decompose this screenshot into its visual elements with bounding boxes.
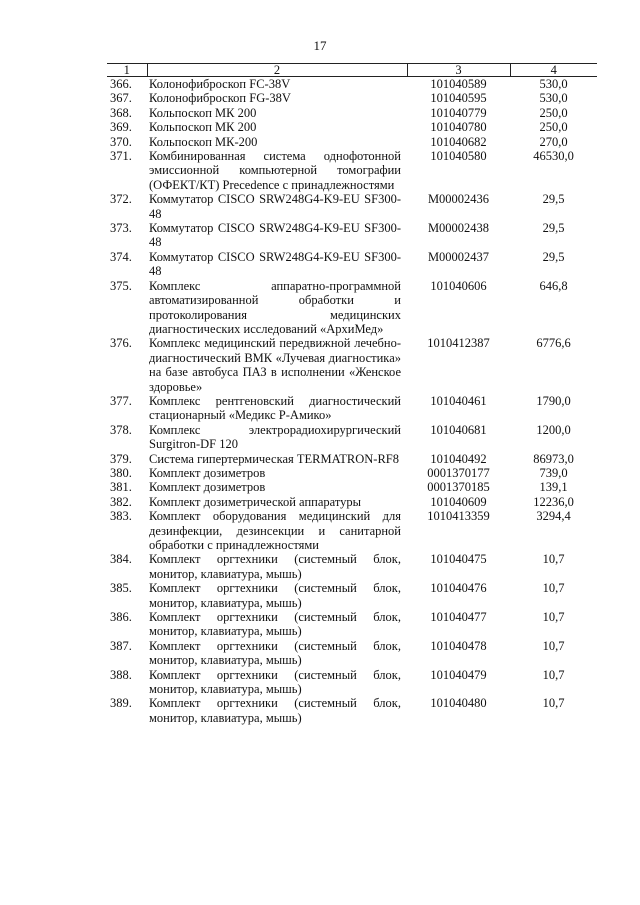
column-header-2: 2 <box>147 64 407 77</box>
item-value: 739,0 <box>539 465 568 480</box>
inventory-code: M00002437 <box>427 249 490 264</box>
table-row <box>107 192 597 221</box>
item-name: Комплект оргтехники (системный блок, монитор, клавиатура, мышь) <box>149 696 401 725</box>
item-name: Комплекс аппаратно-программной автоматизированной обработки и протоколирования медицинских диагностических исследований «АрхиМед» <box>149 278 401 336</box>
item-name: Комбинированная система однофотонной эмиссионной компьютерной томографии (ОФЕКТ/КТ) Precedence с принадлежностями <box>149 149 401 192</box>
table-row <box>107 581 597 610</box>
inventory-code: 101040478 <box>430 638 487 653</box>
inventory-code: 1010413359 <box>427 509 490 524</box>
item-value: 530,0 <box>539 77 568 91</box>
inventory-code: 101040779 <box>430 105 487 120</box>
row-number: 385. <box>110 581 132 596</box>
item-value: 10,7 <box>542 638 565 653</box>
table-row <box>107 610 597 639</box>
item-name: Коммутатор CISCO SRW248G4-K9-EU SF300-48 <box>149 221 401 250</box>
inventory-code: 1010412387 <box>427 336 490 351</box>
row-number: 368. <box>110 105 132 120</box>
item-name: Комплекс медицинский передвижной лечебно-диагностический ВМК «Лучевая диагностика» на базе автобуса ПАЗ в исполнении «Женское здоровье» <box>149 336 401 394</box>
table-row <box>107 480 597 494</box>
item-value: 139,1 <box>539 480 568 495</box>
item-name: Комплект дозиметров <box>149 465 266 480</box>
inventory-code: 101040580 <box>430 149 487 164</box>
item-value: 10,7 <box>542 696 565 711</box>
table-row <box>107 696 597 725</box>
item-name: Комплект оргтехники (системный блок, монитор, клавиатура, мышь) <box>149 638 401 668</box>
inventory-code: 101040681 <box>430 422 487 437</box>
table-row <box>107 279 597 337</box>
item-value: 29,5 <box>542 249 565 264</box>
item-value: 10,7 <box>542 552 565 567</box>
inventory-code: 101040492 <box>430 451 487 466</box>
row-number: 369. <box>110 120 132 135</box>
inventory-code: 101040606 <box>430 278 487 293</box>
table-row <box>107 423 597 452</box>
row-number: 381. <box>110 480 132 495</box>
item-value: 29,5 <box>542 192 565 207</box>
row-number: 388. <box>110 667 132 682</box>
table-body <box>107 77 597 726</box>
table-row <box>107 336 597 394</box>
column-header-1: 1 <box>107 64 147 77</box>
table-row <box>107 221 597 250</box>
row-number: 380. <box>110 465 132 480</box>
item-name: Комплект дозиметрической аппаратуры <box>149 494 362 509</box>
table-row <box>107 91 597 105</box>
table-header-row <box>107 64 597 77</box>
item-name: Коммутатор CISCO SRW248G4-K9-EU SF300-48 <box>149 192 401 221</box>
inventory-code: 101040479 <box>430 667 487 682</box>
inventory-code: 101040475 <box>430 552 487 567</box>
item-name: Комплект оргтехники (системный блок, монитор, клавиатура, мышь) <box>149 610 401 639</box>
item-value: 646,8 <box>539 278 568 293</box>
table-row <box>107 106 597 120</box>
inventory-code: 101040461 <box>430 393 487 408</box>
item-value: 6776,6 <box>536 336 571 351</box>
row-number: 367. <box>110 91 132 106</box>
item-value: 12236,0 <box>533 494 574 509</box>
row-number: 386. <box>110 610 132 625</box>
item-name: Кольпоскоп МК-200 <box>149 134 258 149</box>
item-name: Комплект оборудования медицинский для дезинфекции, дезинсекции и санитарной обработки с принадлежностями <box>149 509 401 552</box>
item-name: Комплект дозиметров <box>149 480 266 495</box>
item-value: 1790,0 <box>536 393 571 408</box>
item-value: 270,0 <box>539 134 568 149</box>
table-row <box>107 552 597 581</box>
inventory-code: 0001370177 <box>427 465 490 480</box>
row-number: 378. <box>110 422 132 437</box>
table-row <box>107 394 597 423</box>
item-name: Комплект оргтехники (системный блок, монитор, клавиатура, мышь) <box>149 552 401 581</box>
row-number: 372. <box>110 192 132 207</box>
inventory-code: 101040682 <box>430 134 487 149</box>
inventory-table <box>107 63 597 725</box>
row-number: 382. <box>110 494 132 509</box>
inventory-code: 101040780 <box>430 120 487 135</box>
item-name: Колонофиброскоп FC-38V <box>149 77 291 91</box>
item-name: Комплект оргтехники (системный блок, монитор, клавиатура, мышь) <box>149 667 401 697</box>
inventory-code: 101040480 <box>430 696 487 711</box>
row-number: 384. <box>110 552 132 567</box>
item-value: 29,5 <box>542 221 565 236</box>
page-number: 17 <box>313 38 327 53</box>
row-number: 376. <box>110 336 132 351</box>
item-value: 1200,0 <box>536 422 571 437</box>
table-row <box>107 77 597 92</box>
table-row <box>107 250 597 279</box>
row-number: 389. <box>110 696 132 711</box>
item-value: 10,7 <box>542 581 565 596</box>
inventory-code: 101040609 <box>430 494 487 509</box>
inventory-code: 0001370185 <box>427 480 490 495</box>
inventory-code: M00002436 <box>427 192 490 207</box>
row-number: 371. <box>110 149 132 164</box>
row-number: 375. <box>110 278 132 293</box>
table-row <box>107 135 597 149</box>
table-row <box>107 639 597 668</box>
table-row <box>107 466 597 480</box>
row-number: 383. <box>110 509 132 524</box>
inventory-code: 101040477 <box>430 610 487 625</box>
row-number: 377. <box>110 393 132 408</box>
row-number: 370. <box>110 134 132 149</box>
inventory-code: M00002438 <box>427 221 490 236</box>
item-value: 3294,4 <box>536 509 571 524</box>
item-value: 10,7 <box>542 667 565 682</box>
table-row <box>107 149 597 192</box>
item-name: Комплект оргтехники (системный блок, монитор, клавиатура, мышь) <box>149 581 401 610</box>
table-row <box>107 668 597 697</box>
inventory-code: 101040595 <box>430 91 487 106</box>
inventory-code: 101040476 <box>430 581 487 596</box>
table-row <box>107 495 597 509</box>
row-number: 387. <box>110 638 132 653</box>
item-name: Кольпоскоп МК 200 <box>149 105 257 120</box>
item-value: 530,0 <box>539 91 568 106</box>
item-name: Комплекс рентгеновский диагностический стационарный «Медикс Р-Амико» <box>149 393 401 423</box>
item-name: Колонофиброскоп FG-38V <box>149 91 291 106</box>
item-value: 86973,0 <box>533 451 574 466</box>
item-value: 10,7 <box>542 610 565 625</box>
row-number: 379. <box>110 451 132 466</box>
item-value: 46530,0 <box>533 149 574 164</box>
table-row <box>107 509 597 552</box>
row-number: 374. <box>110 249 132 264</box>
inventory-code: 101040589 <box>430 77 487 91</box>
item-value: 250,0 <box>539 120 568 135</box>
item-name: Коммутатор CISCO SRW248G4-K9-EU SF300-48 <box>149 249 401 279</box>
column-header-3: 3 <box>407 64 510 77</box>
table-row <box>107 452 597 466</box>
column-header-4: 4 <box>510 64 597 77</box>
item-name: Система гипертермическая TERMATRON-RF8 <box>149 451 399 466</box>
row-number: 373. <box>110 221 132 236</box>
table-row <box>107 120 597 134</box>
row-number: 366. <box>110 77 132 91</box>
item-value: 250,0 <box>539 105 568 120</box>
item-name: Кольпоскоп МК 200 <box>149 120 257 135</box>
item-name: Комплекс электрорадиохирургический Surgitron-DF 120 <box>149 422 401 452</box>
